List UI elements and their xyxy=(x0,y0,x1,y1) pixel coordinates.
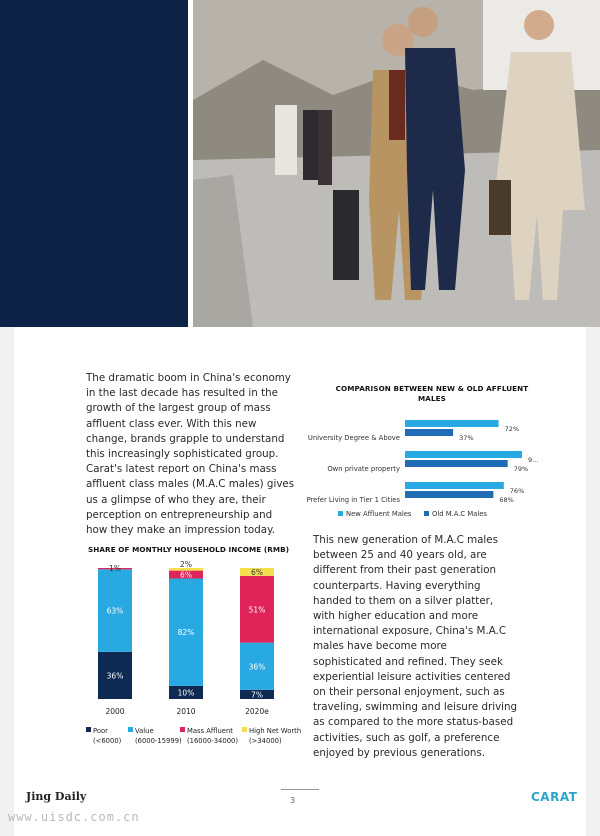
legend-label-1: Value xyxy=(135,727,154,735)
segment-label: 82% xyxy=(177,628,195,638)
legend-label-0: Poor xyxy=(93,727,108,735)
bar-value-label: 37% xyxy=(459,434,474,442)
bar-1-2 xyxy=(405,491,493,498)
legend-swatch-1 xyxy=(128,727,133,732)
category-label-2000: 2000 xyxy=(105,707,125,716)
bar-value-label: 9... xyxy=(528,456,539,464)
legend-swatch-1 xyxy=(424,511,429,516)
segment-label: 1% xyxy=(109,564,121,573)
bar-0-2 xyxy=(405,482,504,489)
bar-1-1 xyxy=(405,460,508,467)
legend-sublabel-2: (16000-34000) xyxy=(187,737,238,745)
right-margin-shade xyxy=(586,327,600,836)
legend-swatch-0 xyxy=(338,511,343,516)
legend-label-2: Mass Affluent xyxy=(187,727,233,735)
segment-label: 51% xyxy=(248,605,266,615)
segment-label: 36% xyxy=(248,662,266,672)
segment-label: 6% xyxy=(180,570,192,580)
legend-sublabel-1: (6000-15999) xyxy=(135,737,182,745)
comparison-bar-chart xyxy=(300,410,550,522)
legend-label-3: High Net Worth xyxy=(249,727,302,735)
income-stacked-bar-chart xyxy=(82,558,307,750)
legend-sublabel-3: (>34000) xyxy=(249,737,282,745)
bar-value-label: 79% xyxy=(513,465,529,473)
left-margin-shade xyxy=(0,327,14,836)
bar-value-label: 76% xyxy=(509,487,525,495)
category-label: Prefer Living in Tier 1 Cities xyxy=(306,496,400,504)
bar-0-1 xyxy=(405,451,522,458)
category-label: Own private property xyxy=(327,465,400,473)
legend-swatch-2 xyxy=(180,727,185,732)
legend-swatch-0 xyxy=(86,727,91,732)
category-label: University Degree & Above xyxy=(307,434,400,442)
bar-0-0 xyxy=(405,420,499,427)
legend-sublabel-0: (<6000) xyxy=(93,737,122,745)
segment-label: 7% xyxy=(251,690,263,700)
navy-color-block xyxy=(0,0,188,327)
category-label-2020e: 2020e xyxy=(245,707,269,716)
jing-daily-logo: Jing Daily xyxy=(26,790,87,803)
segment-label: 36% xyxy=(106,671,124,681)
legend-label-0: New Affluent Males xyxy=(346,510,412,518)
bar-value-label: 72% xyxy=(504,425,520,433)
legend-swatch-3 xyxy=(242,727,247,732)
body-paragraph: This new generation of M.A.C males between 25 and 40 years old, are different from their past generation counterparts. Having everything handed to them on a silver platter, with higher education and more international exposure, China's M.A.C males have become more sophisticated and refined. They seek experiential leisure activities centered on their personal enjoyment, such as traveling, swimming and leisure driving as compared to the more status-based activities, such as golf, a preference enjoyed by previous generations. xyxy=(313,534,518,759)
income-chart-title: SHARE OF MONTHLY HOUSEHOLD INCOME (RMB) xyxy=(88,545,290,554)
intro-paragraph: The dramatic boom in China's economy in the last decade has resulted in the growth of the largest group of mass affluent class ever. With this new change, brands grapple to understand this increasingly sophisticated group. Carat's latest report on China's mass affluent class males (M.A.C males) gives us a glimpse of who they are, their perception on entrepreneurship and how they make an impression today. xyxy=(86,372,295,537)
comparison-chart-title: COMPARISON BETWEEN NEW & OLD AFFLUENT MALES xyxy=(335,384,529,403)
segment-label: 63% xyxy=(106,606,124,616)
page-number-rule xyxy=(281,789,319,790)
category-label-2010: 2010 xyxy=(176,707,196,716)
street-style-photo xyxy=(193,0,600,327)
page-number: 3 xyxy=(290,796,296,805)
bar-1-0 xyxy=(405,429,453,436)
carat-logo: CARAT xyxy=(531,790,578,804)
segment-label: 2% xyxy=(180,560,192,569)
watermark-text: www.uisdc.com.cn xyxy=(8,810,140,824)
segment-label: 10% xyxy=(177,688,195,698)
legend-label-1: Old M.A.C Males xyxy=(432,510,487,518)
segment-label: 6% xyxy=(251,567,263,577)
bar-value-label: 68% xyxy=(499,496,514,504)
